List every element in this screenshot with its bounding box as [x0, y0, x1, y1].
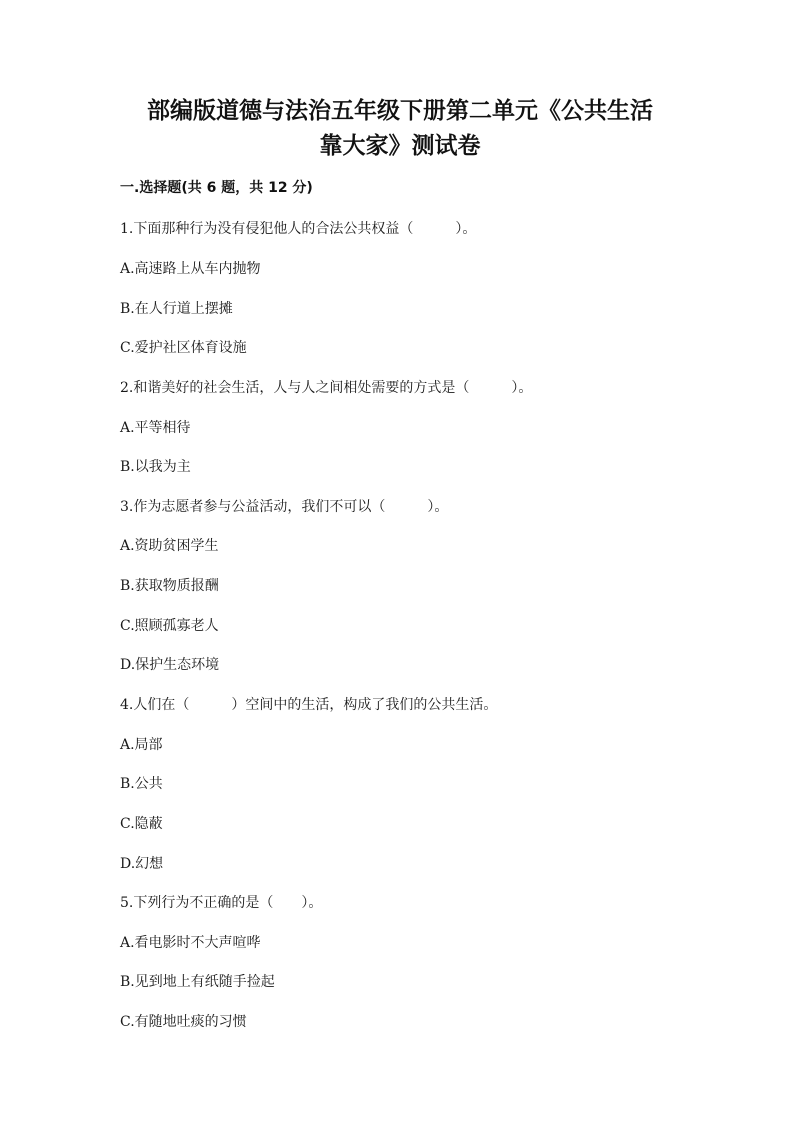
question-4-option-c: C.隐蔽 [120, 816, 163, 832]
question-2-option-b: B.以我为主 [120, 459, 191, 475]
question-5-stem: 5.下列行为不正确的是（ ）。 [120, 895, 323, 911]
question-3-option-c: C.照顾孤寡老人 [120, 618, 219, 634]
question-2-option-a: A.平等相待 [120, 420, 191, 436]
question-2-stem: 2.和谐美好的社会生活，人与人之间相处需要的方式是（ ）。 [120, 380, 533, 396]
question-4-stem: 4.人们在（ ）空间中的生活，构成了我们的公共生活。 [120, 697, 498, 713]
document-title-line-2: 靠大家》测试卷 [319, 133, 481, 159]
question-4-option-b: B.公共 [120, 776, 163, 792]
question-5-option-c: C.有随地吐痰的习惯 [120, 1014, 247, 1030]
question-1-option-a: A.高速路上从车内抛物 [120, 261, 261, 277]
question-1-option-c: C.爱护社区体育设施 [120, 340, 247, 356]
question-1-option-b: B.在人行道上摆摊 [120, 301, 233, 317]
question-4-option-d: D.幻想 [120, 856, 164, 872]
document-title-line-1: 部编版道德与法治五年级下册第二单元《公共生活 [147, 98, 653, 124]
section-header: 一.选择题(共 6 题，共 12 分) [120, 180, 313, 196]
question-3-option-a: A.资助贫困学生 [120, 538, 219, 554]
question-3-option-b: B.获取物质报酬 [120, 578, 219, 594]
question-3-option-d: D.保护生态环境 [120, 657, 220, 673]
question-1-stem: 1.下面那种行为没有侵犯他人的合法公共权益（ ）。 [120, 221, 477, 237]
question-5-option-b: B.见到地上有纸随手捡起 [120, 974, 275, 990]
question-3-stem: 3.作为志愿者参与公益活动，我们不可以（ ）。 [120, 499, 449, 515]
question-5-option-a: A.看电影时不大声喧哗 [120, 935, 261, 951]
question-4-option-a: A.局部 [120, 737, 163, 753]
